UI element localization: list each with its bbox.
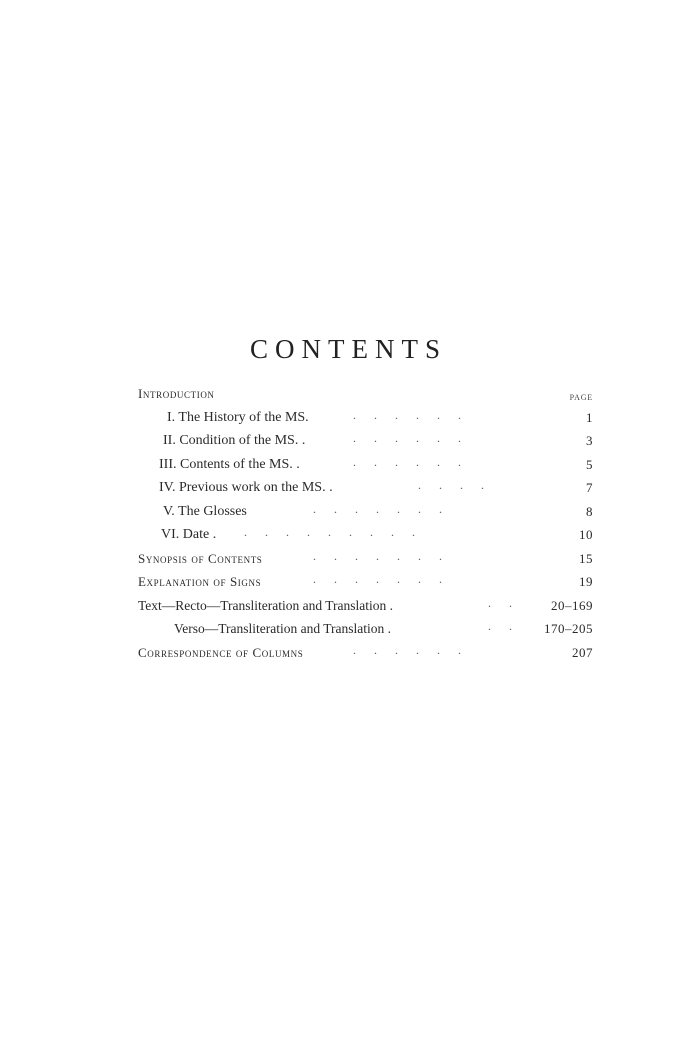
toc-entry-label: Synopsis of Contents: [138, 550, 263, 566]
toc-entry-contents: [138, 453, 593, 477]
toc-entry-label: Explanation of Signs: [138, 574, 262, 589]
toc-entry-history: [138, 406, 593, 430]
toc-entry-label: Verso—Transliteration and Translation .: [174, 621, 391, 636]
toc-entry-page: 170–205: [544, 621, 593, 636]
toc-entry-page: 15: [579, 550, 593, 566]
toc-leader-dots: . . . .: [418, 478, 484, 492]
toc-entry-synopsis: [138, 547, 593, 571]
toc-entry-label: IV. Previous work on the MS. .: [159, 480, 333, 495]
toc-entry-correspondence: [138, 641, 593, 665]
toc-entry-page: 7: [586, 480, 593, 495]
toc-entry-date: [138, 523, 593, 547]
toc-leader-dots: . . . . . .: [353, 642, 461, 657]
toc-entry-text-recto: [138, 594, 593, 618]
toc-entry-label: III. Contents of the MS. .: [159, 456, 300, 472]
toc-entry-page: 207: [572, 644, 593, 660]
toc-entry-label: V. The Glosses: [163, 503, 247, 519]
toc-entry-verso: [138, 617, 593, 641]
toc-entry-introduction: [138, 382, 593, 406]
toc-entry-label: II. Condition of the MS. .: [163, 433, 306, 448]
toc-entry-previous-work: [138, 476, 593, 500]
toc-entry-page: 3: [586, 433, 593, 448]
toc-entry-explanation: [138, 570, 593, 594]
toc-entry-label: VI. Date .: [161, 527, 217, 542]
toc-entry-label: Introduction: [138, 386, 215, 401]
table-of-contents: [138, 382, 593, 664]
toc-entry-page: 5: [586, 456, 593, 472]
toc-leader-dots: . .: [488, 595, 512, 610]
toc-entry-label: Correspondence of Columns: [138, 644, 304, 660]
toc-leader-dots: . . . . . .: [353, 431, 461, 445]
toc-leader-dots: . .: [488, 619, 512, 633]
toc-entry-condition: [138, 429, 593, 453]
toc-leader-dots: . . . . . . .: [313, 501, 442, 516]
toc-entry-label: I. The History of the MS.: [167, 409, 309, 425]
toc-leader-dots: . . . . . . . . .: [244, 525, 415, 539]
toc-entry-label: Text—Recto—Transliteration and Translation .: [138, 597, 394, 613]
toc-entry-page: 10: [579, 527, 593, 542]
toc-leader-dots: . . . . . .: [353, 454, 461, 469]
toc-entry-page: 1: [586, 409, 593, 425]
page-title: CONTENTS: [250, 334, 447, 364]
toc-leader-dots: . . . . . . .: [313, 548, 442, 563]
toc-leader-dots: . . . . . .: [353, 407, 461, 422]
toc-entry-page: 20–169: [551, 597, 593, 613]
toc-leader-dots: . . . . . . .: [313, 572, 442, 586]
page-column-header: PAGE: [569, 393, 593, 402]
toc-entry-page: 19: [579, 574, 593, 589]
toc-entry-glosses: [138, 500, 593, 524]
toc-entry-page: 8: [586, 503, 593, 519]
